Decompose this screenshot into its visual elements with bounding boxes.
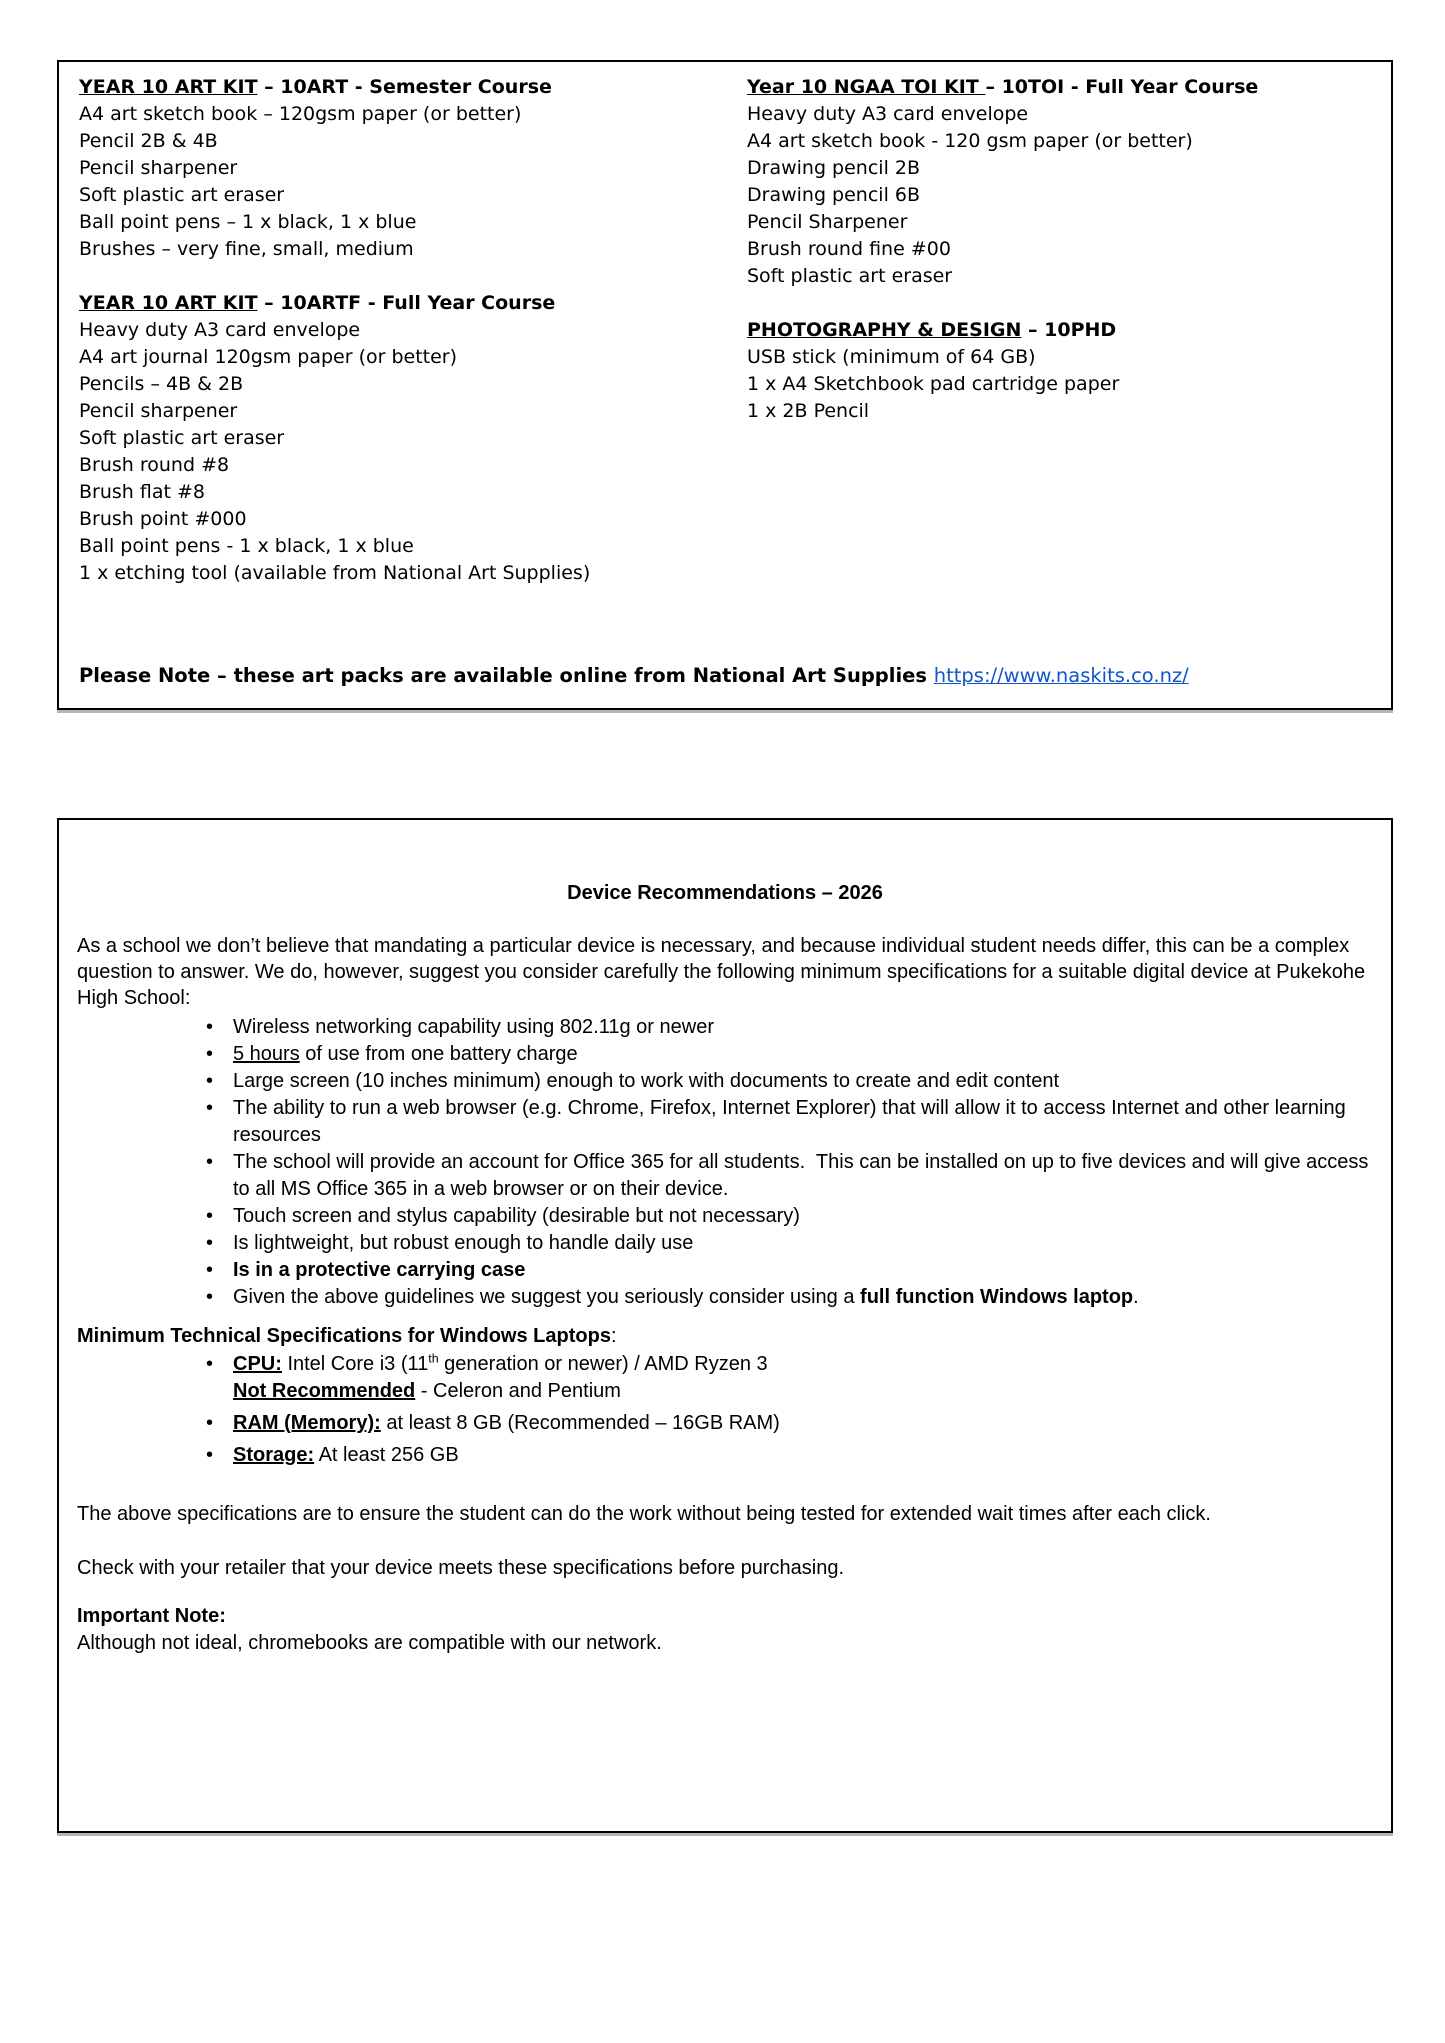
device-guideline-bullets xyxy=(77,1014,1373,1311)
kit-item: Pencil Sharpener xyxy=(747,211,908,233)
kit-title-underlined: PHOTOGRAPHY & DESIGN xyxy=(747,319,1022,341)
art-packs-note xyxy=(79,662,1369,689)
kit-item: Soft plastic art eraser xyxy=(747,265,953,287)
kit-title-underlined: YEAR 10 ART KIT xyxy=(79,76,258,98)
bullet-item: • The school will provide an account for Office 365 for all students. This can be installed on up to five devices and will give access to all MS Office 365 in a web browser or on their device. xyxy=(233,1149,1373,1203)
bullet-item: • Wireless networking capability using 802.11g or newer xyxy=(233,1014,1373,1041)
art-packs-note-text: Please Note – these art packs are available online from National Art Supplies xyxy=(79,664,934,687)
kit-item: A4 art sketch book – 120gsm paper (or better) xyxy=(79,103,522,125)
kit-item: Brushes – very fine, small, medium xyxy=(79,238,414,260)
retailer-check-paragraph: Check with your retailer that your device meets these specifications before purchasing. xyxy=(77,1557,845,1579)
kit-item: A4 art journal 120gsm paper (or better) xyxy=(79,346,458,368)
bullet-item: • Is in a protective carrying case xyxy=(233,1257,1373,1284)
min-specs-heading xyxy=(77,1325,1373,1348)
min-specs-heading-bold: Minimum Technical Specifications for Windows Laptops xyxy=(77,1325,611,1347)
kit-item: Drawing pencil 6B xyxy=(747,184,921,206)
bullet-item: • Touch screen and stylus capability (desirable but not necessary) xyxy=(233,1203,1373,1230)
art-kits-left-column xyxy=(79,74,734,587)
important-note-heading: Important Note: xyxy=(77,1605,226,1627)
kit-section-10phd xyxy=(747,317,1375,425)
min-specs-heading-colon: : xyxy=(610,1325,617,1347)
art-kits-right-column xyxy=(747,74,1375,425)
kit-section-10art xyxy=(79,74,734,263)
spec-line: • Storage: At least 256 GB xyxy=(233,1444,459,1466)
kit-item: Drawing pencil 2B xyxy=(747,157,921,179)
kit-item: Pencil 2B & 4B xyxy=(79,130,218,152)
art-kits-box xyxy=(57,60,1393,710)
kit-title-rest: – 10ART - Semester Course xyxy=(257,76,552,98)
kit-item: Pencil sharpener xyxy=(79,400,238,422)
kit-item: Soft plastic art eraser xyxy=(79,184,285,206)
kit-item: Ball point pens - 1 x black, 1 x blue xyxy=(79,535,414,557)
kit-item: Brush point #000 xyxy=(79,508,247,530)
kit-item: Pencil sharpener xyxy=(79,157,238,179)
spec-line: • CPU: Intel Core i3 (11th generation or newer) / AMD Ryzen 3 xyxy=(233,1351,768,1375)
kit-item: 1 x 2B Pencil xyxy=(747,400,870,422)
important-note-text: Although not ideal, chromebooks are compatible with our network. xyxy=(77,1632,662,1654)
bullet-item: • Is lightweight, but robust enough to handle daily use xyxy=(233,1230,1373,1257)
kit-title-rest: – 10ARTF - Full Year Course xyxy=(257,292,556,314)
bullet-item: • 5 hours of use from one battery charge xyxy=(233,1041,1373,1068)
kit-title-rest: – 10PHD xyxy=(1021,319,1117,341)
specs-rationale-paragraph: The above specifications are to ensure the student can do the work without being tested for extended wait times after each click. xyxy=(77,1503,1211,1525)
kit-title-10art xyxy=(79,74,734,101)
kit-item: USB stick (minimum of 64 GB) xyxy=(747,346,1036,368)
kit-items-10art xyxy=(79,101,734,263)
kit-item: Brush flat #8 xyxy=(79,481,205,503)
kit-section-10toi xyxy=(747,74,1375,290)
naskits-link[interactable]: https://www.naskits.co.nz/ xyxy=(933,664,1189,687)
kit-item: Heavy duty A3 card envelope xyxy=(79,319,361,341)
spec-bullet-item xyxy=(233,1410,1373,1437)
kit-title-rest: – 10TOI - Full Year Course xyxy=(985,76,1259,98)
kit-item: A4 art sketch book - 120 gsm paper (or better) xyxy=(747,130,1193,152)
kit-item: Ball point pens – 1 x black, 1 x blue xyxy=(79,211,417,233)
kit-title-underlined: YEAR 10 ART KIT xyxy=(79,292,258,314)
kit-items-10toi xyxy=(747,101,1375,290)
kit-title-underlined: Year 10 NGAA TOI KIT xyxy=(747,76,986,98)
kit-item: Heavy duty A3 card envelope xyxy=(747,103,1029,125)
device-recommendations-box xyxy=(57,818,1393,1833)
spec-bullet-item xyxy=(233,1351,1373,1405)
kit-items-10phd xyxy=(747,344,1375,425)
kit-section-10artf xyxy=(79,290,734,587)
kit-title-10toi xyxy=(747,74,1375,101)
spec-bullet-item xyxy=(233,1442,1373,1469)
kit-item: Soft plastic art eraser xyxy=(79,427,285,449)
kit-item: Brush round fine #00 xyxy=(747,238,951,260)
kit-title-10artf xyxy=(79,290,734,317)
bullet-item: • Large screen (10 inches minimum) enough to work with documents to create and edit content xyxy=(233,1068,1373,1095)
kit-item: Brush round #8 xyxy=(79,454,230,476)
min-specs-bullets xyxy=(77,1351,1373,1469)
bullet-item: • Given the above guidelines we suggest you seriously consider using a full function Windows laptop. xyxy=(233,1284,1373,1311)
device-intro-paragraph: As a school we don’t believe that mandating a particular device is necessary, and because individual student needs differ, this can be a complex question to answer. We do, however, suggest you consider carefully the following minimum specifications for a suitable digital device at Pukekohe High School: xyxy=(77,935,1366,1009)
kit-item: 1 x etching tool (available from National Art Supplies) xyxy=(79,562,591,584)
kit-item: Pencils – 4B & 2B xyxy=(79,373,244,395)
kit-title-10phd xyxy=(747,317,1375,344)
kit-item: 1 x A4 Sketchbook pad cartridge paper xyxy=(747,373,1120,395)
kit-items-10artf xyxy=(79,317,734,587)
spec-line: Not Recommended - Celeron and Pentium xyxy=(233,1380,621,1402)
bullet-item: • The ability to run a web browser (e.g. Chrome, Firefox, Internet Explorer) that will allow it to access Internet and other learning resources xyxy=(233,1095,1373,1149)
spec-line: • RAM (Memory): at least 8 GB (Recommended – 16GB RAM) xyxy=(233,1412,780,1434)
device-recommendations-title: Device Recommendations – 2026 xyxy=(567,882,883,904)
